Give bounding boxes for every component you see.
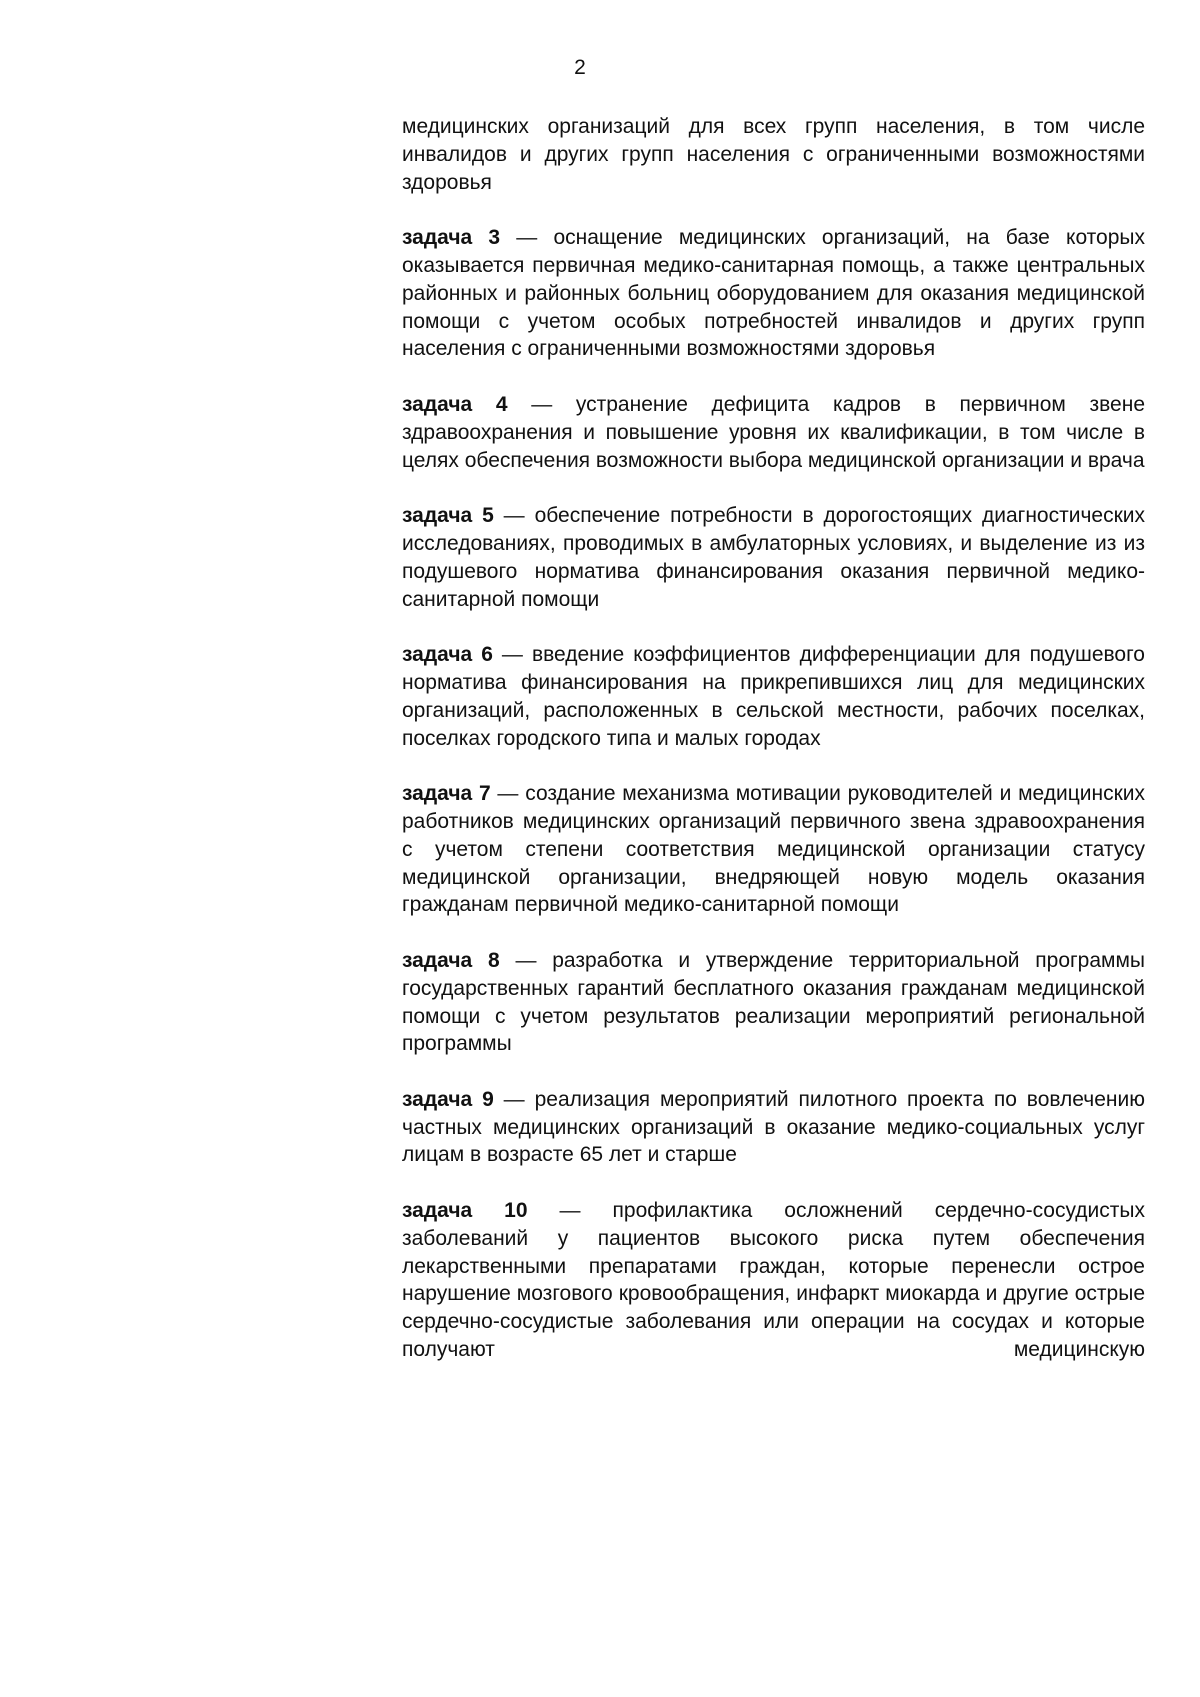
- paragraph-text: медицинских организаций для всех групп населения, в том числе инвалидов и других групп населения с ограниченными возможностями здоровья: [402, 115, 1145, 194]
- task-label: задача 8: [402, 948, 500, 972]
- paragraph-text: — разработка и утверждение территориальной программы государственных гарантий бесплатного оказания гражданам медицинской помощи с учетом результатов реализации мероприятий региональной программы: [402, 948, 1145, 1056]
- paragraph-task-7: [402, 780, 1145, 919]
- task-label: задача 6: [402, 643, 493, 667]
- paragraph-task-3: [402, 224, 1145, 363]
- paragraph-task-4: [402, 391, 1145, 474]
- task-label: задача 4: [402, 392, 508, 416]
- paragraph-text: — реализация мероприятий пилотного проекта по вовлечению частных медицинских организаций в оказание медико-социальных услуг лицам в возрасте 65 лет и старше: [402, 1087, 1145, 1167]
- paragraph-text: — оснащение медицинских организаций, на базе которых оказывается первичная медико-санитарная помощь, а также центральных районных и районных больниц оборудованием для оказания медицинской помощи с учетом особых потребностей инвалидов и других групп населения с ограниченными возможностями здоровья: [402, 226, 1145, 361]
- paragraph-task-5: [402, 502, 1145, 613]
- paragraph-text: — введение коэффициентов дифференциации для подушевого норматива финансирования на прикрепившихся лиц для медицинских организаций, расположенных в сельской местности, рабочих поселках, поселках городского типа и малых городах: [402, 643, 1145, 750]
- task-label: задача 9: [402, 1087, 494, 1111]
- paragraph-task-10: [402, 1197, 1145, 1364]
- paragraph-task-9: [402, 1086, 1145, 1169]
- paragraph-task-6: [402, 641, 1145, 752]
- paragraph-text: — обеспечение потребности в дорогостоящих диагностических исследованиях, проводимых в амбулаторных условиях, и выделение из из подушевого норматива финансирования оказания первичной медико-санитарной помощи: [402, 504, 1146, 611]
- task-label: задача 10: [402, 1199, 528, 1223]
- paragraph-text: — устранение дефицита кадров в первичном звене здравоохранения и повышение уровня их квалификации, в том числе в целях обеспечения возможности выбора медицинской организации и врача: [402, 392, 1145, 472]
- document-body: [402, 113, 1145, 1392]
- paragraph-continuation: [402, 113, 1145, 196]
- page-number: 2: [574, 56, 586, 79]
- paragraph-text: — создание механизма мотивации руководителей и медицинских работников медицинских организаций первичного звена здравоохранения с учетом степени соответствия медицинской организации статусу медицинской организации, внедряющей новую модель оказания гражданам первичной медико-санитарной помощи: [402, 782, 1145, 917]
- task-label: задача 5: [402, 504, 494, 528]
- paragraph-task-8: [402, 947, 1145, 1058]
- paragraph-text: — профилактика осложнений сердечно-сосудистых заболеваний у пациентов высокого риска путем обеспечения лекарственными препаратами граждан, которые перенесли острое нарушение мозгового кровообращения, инфаркт миокарда и другие острые сердечно-сосудистые заболевания или операции на сосудах и которые получают медицинскую: [402, 1199, 1145, 1362]
- task-label: задача 3: [402, 226, 501, 250]
- task-label: задача 7: [402, 782, 491, 806]
